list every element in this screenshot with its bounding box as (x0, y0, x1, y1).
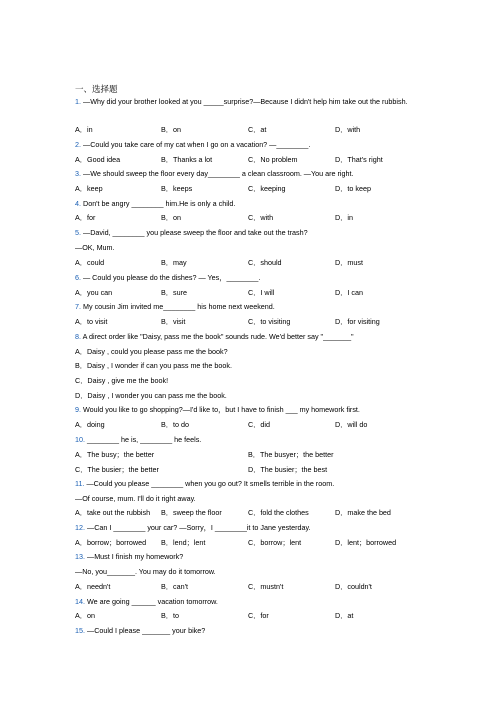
question-number: 1. (75, 97, 81, 106)
option-c[interactable]: C．did (248, 420, 270, 429)
option-b[interactable]: B．on (161, 213, 181, 222)
option-d[interactable]: D．for visiting (335, 317, 380, 326)
option-c[interactable]: C．Daisy , give me the book! (75, 376, 169, 385)
option-d[interactable]: D．to keep (335, 184, 371, 193)
option-c[interactable]: C．I will (248, 288, 275, 297)
options-4 (75, 213, 430, 223)
options-5 (75, 258, 430, 268)
option-a[interactable]: A．to visit (75, 317, 108, 326)
question-number: 8. (75, 332, 81, 341)
option-a[interactable]: A．borrow；borrowed (75, 538, 147, 547)
option-a[interactable]: A．doing (75, 420, 105, 429)
option-c[interactable]: C．fold the clothes (248, 508, 309, 517)
question-11-reply: —Of course, mum. I'll do it right away. (75, 494, 196, 503)
question-7 (75, 302, 275, 312)
options-7 (75, 317, 430, 327)
option-d[interactable]: D．must (335, 258, 363, 267)
options-9 (75, 420, 430, 430)
option-a[interactable]: A．take out the rubbish (75, 508, 151, 517)
option-c[interactable]: C．keeping (248, 184, 286, 193)
question-text: —Must I finish my homework? (87, 552, 184, 561)
option-d[interactable]: D．That's right (335, 155, 383, 164)
question-number: 4. (75, 199, 81, 208)
question-12 (75, 523, 311, 533)
question-number: 10. (75, 435, 85, 444)
question-text: —Can I ________ your car? —Sorry，I ________it to Jane yesterday. (87, 523, 311, 532)
option-d[interactable]: D．couldn't (335, 582, 372, 591)
option-b[interactable]: B．sure (161, 288, 187, 297)
question-15 (75, 626, 205, 636)
question-8 (75, 332, 354, 342)
option-a[interactable]: A．needn't (75, 582, 111, 591)
question-number: 2. (75, 140, 81, 149)
option-d[interactable]: D．I can (335, 288, 363, 297)
question-1 (75, 97, 430, 107)
question-text: —We should sweep the floor every day________ a clean classroom. —You are right. (83, 169, 354, 178)
question-text: —Could you please ________ when you go out? It smells terrible in the room. (86, 479, 335, 488)
option-b[interactable]: B．to (161, 611, 179, 620)
option-c[interactable]: C．for (248, 611, 269, 620)
question-text: —David, ________ you please sweep the floor and take out the trash? (83, 228, 308, 237)
option-c[interactable]: C．with (248, 213, 274, 222)
question-text: My cousin Jim invited me________ his home next weekend. (83, 302, 275, 311)
question-6 (75, 273, 260, 283)
options-12 (75, 538, 430, 548)
options-2 (75, 155, 430, 165)
option-a[interactable]: A．could (75, 258, 105, 267)
option-a[interactable]: A．on (75, 611, 95, 620)
option-a[interactable]: A．Daisy , could you please pass me the book? (75, 347, 228, 356)
question-13-reply: —No, you_______. You may do it tomorrow. (75, 567, 216, 576)
question-3 (75, 169, 354, 179)
option-b[interactable]: B．may (161, 258, 187, 267)
question-number: 9. (75, 405, 81, 414)
option-b[interactable]: B．keeps (161, 184, 193, 193)
question-10 (75, 435, 201, 445)
option-c[interactable]: C．mustn't (248, 582, 284, 591)
option-b[interactable]: B．on (161, 125, 181, 134)
option-d[interactable]: D．at (335, 611, 354, 620)
option-c[interactable]: C．should (248, 258, 282, 267)
question-4 (75, 199, 235, 209)
question-text: Would you like to go shopping?—I'd like to，but I have to finish ___ my homework first. (83, 405, 360, 414)
option-d[interactable]: D．lent；borrowed (335, 538, 397, 547)
question-number: 15. (75, 626, 85, 635)
question-13 (75, 552, 183, 562)
option-b[interactable]: B．sweep the floor (161, 508, 222, 517)
option-d[interactable]: D．with (335, 125, 361, 134)
option-c[interactable]: C．to visiting (248, 317, 291, 326)
option-a[interactable]: A．you can (75, 288, 113, 297)
question-5 (75, 228, 308, 238)
question-number: 6. (75, 273, 81, 282)
question-14 (75, 597, 218, 607)
option-c[interactable]: C．No problem (248, 155, 298, 164)
question-text: ________ he is, ________ he feels. (87, 435, 202, 444)
option-a[interactable]: A．in (75, 125, 93, 134)
option-b[interactable]: B．visit (161, 317, 186, 326)
options-10-row1 (75, 450, 430, 460)
option-d[interactable]: D．The busier；the best (248, 465, 328, 474)
question-text: A direct order like "Daisy, pass me the book" sounds rude. We'd better say "_______" (82, 332, 354, 341)
options-6 (75, 288, 430, 298)
question-text: —Could I please _______ your bike? (87, 626, 206, 635)
option-d[interactable]: D．will do (335, 420, 368, 429)
question-text: — Could you please do the dishes? — Yes，________. (83, 273, 261, 282)
question-text: We are going ______ vacation tomorrow. (87, 597, 218, 606)
question-9 (75, 405, 360, 415)
option-d[interactable]: D．in (335, 213, 353, 222)
question-number: 12. (75, 523, 85, 532)
option-b[interactable]: B．lend；lent (161, 538, 206, 547)
section-title: 一、选择题 (75, 84, 118, 94)
question-text: —Why did your brother looked at you _____surprise?—Because I didn't help him take out the rubbish. (83, 97, 408, 106)
option-d[interactable]: D．make the bed (335, 508, 391, 517)
option-d[interactable]: D．Daisy , I wonder you can pass me the book. (75, 391, 227, 400)
options-1 (75, 125, 430, 135)
option-a[interactable]: A．for (75, 213, 96, 222)
option-a[interactable]: A．keep (75, 184, 103, 193)
question-2 (75, 140, 310, 150)
option-b[interactable]: B．Thanks a lot (161, 155, 213, 164)
question-number: 5. (75, 228, 81, 237)
question-text: —Could you take care of my cat when I go on a vacation? —________. (83, 140, 311, 149)
option-a[interactable]: A．The busy；the better (75, 450, 155, 459)
question-11 (75, 479, 334, 489)
options-14 (75, 611, 430, 621)
options-3 (75, 184, 430, 194)
option-a[interactable]: A．Good idea (75, 155, 121, 164)
option-b[interactable]: B．can't (161, 582, 188, 591)
question-number: 14. (75, 597, 85, 606)
options-10-row2 (75, 465, 430, 475)
option-c[interactable]: C．at (248, 125, 267, 134)
question-number: 13. (75, 552, 85, 561)
question-text: Don't be angry ________ him.He is only a child. (83, 199, 236, 208)
question-number: 7. (75, 302, 81, 311)
option-b[interactable]: B．Daisy , I wonder if can you pass me the book. (75, 361, 233, 370)
options-11 (75, 508, 430, 518)
option-c[interactable]: C．The busier；the better (75, 465, 159, 474)
option-b[interactable]: B．to do (161, 420, 189, 429)
question-number: 3. (75, 169, 81, 178)
question-5-reply: —OK, Mum. (75, 243, 115, 252)
option-c[interactable]: C．borrow；lent (248, 538, 302, 547)
options-13 (75, 582, 430, 592)
option-b[interactable]: B．The busyer；the better (248, 450, 334, 459)
question-number: 11. (75, 479, 85, 488)
